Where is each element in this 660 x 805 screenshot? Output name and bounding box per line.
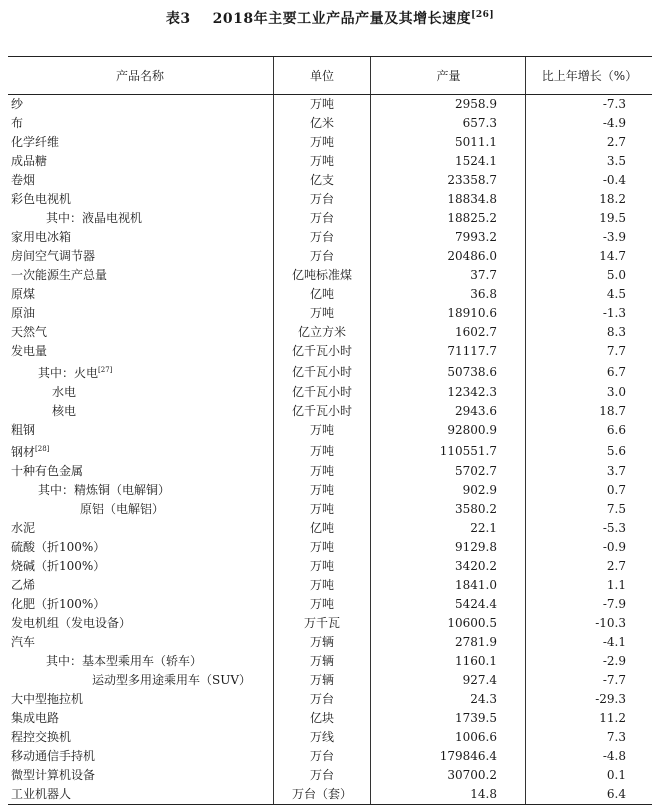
unit-cell: 亿千瓦小时 xyxy=(274,402,371,421)
growth-cell: -5.3 xyxy=(526,519,653,538)
product-name-cell xyxy=(8,228,274,247)
output-cell: 10600.5 xyxy=(371,614,526,633)
product-name: 化肥（折100%） xyxy=(11,597,106,611)
product-name-cell xyxy=(8,95,274,115)
table-row xyxy=(8,266,652,285)
growth-cell: 4.5 xyxy=(526,285,653,304)
product-name: 微型计算机设备 xyxy=(11,768,96,782)
output-cell: 179846.4 xyxy=(371,747,526,766)
output-cell: 902.9 xyxy=(371,481,526,500)
product-name: 发电量 xyxy=(11,344,48,358)
product-name-cell xyxy=(8,114,274,133)
product-name: 其中：基本型乘用车（轿车） xyxy=(46,654,203,668)
product-name-cell xyxy=(8,190,274,209)
product-name-cell xyxy=(8,633,274,652)
product-name-cell xyxy=(8,152,274,171)
table-row xyxy=(8,342,652,361)
table-row xyxy=(8,595,652,614)
output-cell: 71117.7 xyxy=(371,342,526,361)
output-cell: 18825.2 xyxy=(371,209,526,228)
product-name-cell xyxy=(8,690,274,709)
product-name-cell xyxy=(8,519,274,538)
table-row xyxy=(8,402,652,421)
output-cell: 5702.7 xyxy=(371,462,526,481)
unit-cell: 万吨 xyxy=(274,440,371,462)
growth-cell: 3.5 xyxy=(526,152,653,171)
product-name-cell xyxy=(8,383,274,402)
table-row xyxy=(8,519,652,538)
unit-cell: 万吨 xyxy=(274,462,371,481)
product-name: 钢材 xyxy=(11,445,36,459)
product-name: 原铝（电解铝） xyxy=(80,502,165,516)
product-name-cell xyxy=(8,576,274,595)
unit-cell: 万台 xyxy=(274,747,371,766)
output-cell: 37.7 xyxy=(371,266,526,285)
output-cell: 3580.2 xyxy=(371,500,526,519)
unit-cell: 万吨 xyxy=(274,152,371,171)
product-name-cell xyxy=(8,747,274,766)
output-cell: 20486.0 xyxy=(371,247,526,266)
unit-cell: 万吨 xyxy=(274,95,371,115)
table-row xyxy=(8,557,652,576)
product-name: 大中型拖拉机 xyxy=(11,692,84,706)
table-row xyxy=(8,614,652,633)
growth-cell: 14.7 xyxy=(526,247,653,266)
growth-cell: -4.9 xyxy=(526,114,653,133)
growth-cell: -29.3 xyxy=(526,690,653,709)
table-row xyxy=(8,383,652,402)
table-title-text: 2018年主要工业产品产量及其增长速度 xyxy=(212,11,472,27)
product-name: 布 xyxy=(11,116,24,130)
table-row xyxy=(8,633,652,652)
product-name-cell xyxy=(8,614,274,633)
product-name-cell xyxy=(8,728,274,747)
growth-cell: -4.8 xyxy=(526,747,653,766)
growth-cell: -3.9 xyxy=(526,228,653,247)
product-name: 运动型多用途乘用车（SUV） xyxy=(92,673,252,687)
growth-cell: -7.9 xyxy=(526,595,653,614)
product-name: 集成电路 xyxy=(11,711,60,725)
unit-cell: 万吨 xyxy=(274,576,371,595)
table-row xyxy=(8,481,652,500)
unit-cell: 亿米 xyxy=(274,114,371,133)
output-cell: 1524.1 xyxy=(371,152,526,171)
growth-cell: 5.6 xyxy=(526,440,653,462)
table-row xyxy=(8,133,652,152)
unit-cell: 万千瓦 xyxy=(274,614,371,633)
output-cell: 14.8 xyxy=(371,785,526,805)
column-header-unit: 单位 xyxy=(274,57,371,95)
product-name: 家用电冰箱 xyxy=(11,230,72,244)
unit-cell: 万辆 xyxy=(274,671,371,690)
table-row xyxy=(8,785,652,805)
product-name: 原煤 xyxy=(11,287,36,301)
product-name: 水泥 xyxy=(11,521,36,535)
product-name-cell xyxy=(8,557,274,576)
product-name-cell xyxy=(8,652,274,671)
table-row xyxy=(8,190,652,209)
table-row xyxy=(8,728,652,747)
output-cell: 1841.0 xyxy=(371,576,526,595)
table-row xyxy=(8,247,652,266)
output-cell: 5011.1 xyxy=(371,133,526,152)
product-name: 移动通信手持机 xyxy=(11,749,96,763)
product-name: 核电 xyxy=(52,404,77,418)
output-cell: 657.3 xyxy=(371,114,526,133)
growth-cell: -0.9 xyxy=(526,538,653,557)
product-name-cell xyxy=(8,342,274,361)
unit-cell: 万辆 xyxy=(274,633,371,652)
growth-cell: -4.1 xyxy=(526,633,653,652)
output-cell: 110551.7 xyxy=(371,440,526,462)
unit-cell: 亿千瓦小时 xyxy=(274,342,371,361)
table-row xyxy=(8,152,652,171)
output-cell: 24.3 xyxy=(371,690,526,709)
growth-cell: 11.2 xyxy=(526,709,653,728)
output-cell: 2958.9 xyxy=(371,95,526,115)
product-name: 其中：精炼铜（电解铜） xyxy=(38,483,171,497)
growth-cell: 6.6 xyxy=(526,421,653,440)
output-cell: 927.4 xyxy=(371,671,526,690)
output-cell: 12342.3 xyxy=(371,383,526,402)
unit-cell: 万吨 xyxy=(274,481,371,500)
growth-cell: 19.5 xyxy=(526,209,653,228)
table-row xyxy=(8,114,652,133)
output-cell: 7993.2 xyxy=(371,228,526,247)
table-title xyxy=(0,8,660,28)
unit-cell: 万吨 xyxy=(274,304,371,323)
unit-cell: 万台 xyxy=(274,228,371,247)
product-name: 化学纤维 xyxy=(11,135,60,149)
output-cell: 2781.9 xyxy=(371,633,526,652)
table-row xyxy=(8,228,652,247)
growth-cell: 8.3 xyxy=(526,323,653,342)
unit-cell: 万吨 xyxy=(274,421,371,440)
growth-cell: 1.1 xyxy=(526,576,653,595)
growth-cell: 3.0 xyxy=(526,383,653,402)
unit-cell: 亿吨标准煤 xyxy=(274,266,371,285)
product-name: 一次能源生产总量 xyxy=(11,268,108,282)
unit-cell: 亿立方米 xyxy=(274,323,371,342)
output-cell: 30700.2 xyxy=(371,766,526,785)
product-name-cell xyxy=(8,171,274,190)
product-name-cell xyxy=(8,538,274,557)
table-row xyxy=(8,709,652,728)
table-number: 表3 xyxy=(165,11,191,27)
output-cell: 1006.6 xyxy=(371,728,526,747)
unit-cell: 亿块 xyxy=(274,709,371,728)
output-cell: 1160.1 xyxy=(371,652,526,671)
product-name-cell xyxy=(8,766,274,785)
product-name: 原油 xyxy=(11,306,36,320)
product-name-cell xyxy=(8,481,274,500)
growth-cell: 7.3 xyxy=(526,728,653,747)
table-row xyxy=(8,304,652,323)
table-row xyxy=(8,462,652,481)
product-name: 粗钢 xyxy=(11,423,36,437)
output-cell: 9129.8 xyxy=(371,538,526,557)
product-name: 工业机器人 xyxy=(11,787,72,801)
growth-cell: 0.1 xyxy=(526,766,653,785)
product-name-cell xyxy=(8,595,274,614)
product-name-cell xyxy=(8,361,274,383)
product-name-cell xyxy=(8,440,274,462)
table-row xyxy=(8,500,652,519)
growth-cell: -0.4 xyxy=(526,171,653,190)
growth-cell: 7.7 xyxy=(526,342,653,361)
growth-cell: -10.3 xyxy=(526,614,653,633)
footnote-ref: [27] xyxy=(98,366,113,374)
product-name: 程控交换机 xyxy=(11,730,72,744)
product-name: 卷烟 xyxy=(11,173,36,187)
table-header-row xyxy=(8,57,652,95)
column-header-name: 产品名称 xyxy=(8,57,274,95)
product-name-cell xyxy=(8,785,274,805)
unit-cell: 万台 xyxy=(274,190,371,209)
unit-cell: 亿吨 xyxy=(274,519,371,538)
unit-cell: 万吨 xyxy=(274,538,371,557)
title-footnote-ref: [26] xyxy=(471,10,495,20)
product-name-cell xyxy=(8,266,274,285)
growth-cell: -7.3 xyxy=(526,95,653,115)
product-name-cell xyxy=(8,133,274,152)
product-name: 乙烯 xyxy=(11,578,36,592)
product-name: 彩色电视机 xyxy=(11,192,72,206)
product-name: 成品糖 xyxy=(11,154,48,168)
unit-cell: 万辆 xyxy=(274,652,371,671)
output-cell: 1602.7 xyxy=(371,323,526,342)
unit-cell: 万台 xyxy=(274,247,371,266)
unit-cell: 万台 xyxy=(274,209,371,228)
unit-cell: 亿千瓦小时 xyxy=(274,361,371,383)
product-name-cell xyxy=(8,285,274,304)
product-name: 纱 xyxy=(11,97,24,111)
output-cell: 18910.6 xyxy=(371,304,526,323)
product-name: 水电 xyxy=(52,385,77,399)
output-cell: 36.8 xyxy=(371,285,526,304)
growth-cell: 6.7 xyxy=(526,361,653,383)
growth-cell: 6.4 xyxy=(526,785,653,805)
growth-cell: -1.3 xyxy=(526,304,653,323)
table-row xyxy=(8,361,652,383)
product-name: 其中：液晶电视机 xyxy=(46,211,143,225)
growth-cell: 18.7 xyxy=(526,402,653,421)
unit-cell: 亿千瓦小时 xyxy=(274,383,371,402)
table-row xyxy=(8,171,652,190)
output-cell: 2943.6 xyxy=(371,402,526,421)
unit-cell: 万吨 xyxy=(274,500,371,519)
table-row xyxy=(8,209,652,228)
product-name-cell xyxy=(8,421,274,440)
footnote-ref: [28] xyxy=(35,445,50,453)
output-cell: 5424.4 xyxy=(371,595,526,614)
table-row xyxy=(8,652,652,671)
growth-cell: 0.7 xyxy=(526,481,653,500)
column-header-growth: 比上年增长（%） xyxy=(526,57,653,95)
unit-cell: 亿支 xyxy=(274,171,371,190)
growth-cell: 2.7 xyxy=(526,557,653,576)
growth-cell: 7.5 xyxy=(526,500,653,519)
table-row xyxy=(8,576,652,595)
growth-cell: 3.7 xyxy=(526,462,653,481)
product-name-cell xyxy=(8,709,274,728)
output-cell: 23358.7 xyxy=(371,171,526,190)
output-cell: 3420.2 xyxy=(371,557,526,576)
growth-cell: -2.9 xyxy=(526,652,653,671)
production-table xyxy=(8,56,652,805)
output-cell: 18834.8 xyxy=(371,190,526,209)
growth-cell: 2.7 xyxy=(526,133,653,152)
unit-cell: 万吨 xyxy=(274,557,371,576)
table-row xyxy=(8,95,652,115)
unit-cell: 万台（套） xyxy=(274,785,371,805)
product-name-cell xyxy=(8,209,274,228)
table-row xyxy=(8,766,652,785)
table-row xyxy=(8,747,652,766)
output-cell: 92800.9 xyxy=(371,421,526,440)
table-row xyxy=(8,421,652,440)
product-name-cell xyxy=(8,671,274,690)
product-name-cell xyxy=(8,462,274,481)
product-name: 烧碱（折100%） xyxy=(11,559,106,573)
unit-cell: 万台 xyxy=(274,690,371,709)
output-cell: 22.1 xyxy=(371,519,526,538)
product-name-cell xyxy=(8,500,274,519)
product-name: 硫酸（折100%） xyxy=(11,540,106,554)
table-row xyxy=(8,538,652,557)
table-row xyxy=(8,671,652,690)
growth-cell: -7.7 xyxy=(526,671,653,690)
unit-cell: 万吨 xyxy=(274,133,371,152)
growth-cell: 18.2 xyxy=(526,190,653,209)
product-name-cell xyxy=(8,247,274,266)
product-name: 天然气 xyxy=(11,325,48,339)
table-row xyxy=(8,323,652,342)
growth-cell: 5.0 xyxy=(526,266,653,285)
unit-cell: 万吨 xyxy=(274,595,371,614)
column-header-output: 产量 xyxy=(371,57,526,95)
unit-cell: 亿吨 xyxy=(274,285,371,304)
table-row xyxy=(8,285,652,304)
unit-cell: 万台 xyxy=(274,766,371,785)
table-row xyxy=(8,440,652,462)
output-cell: 50738.6 xyxy=(371,361,526,383)
product-name-cell xyxy=(8,304,274,323)
table-row xyxy=(8,690,652,709)
product-name: 汽车 xyxy=(11,635,36,649)
unit-cell: 万线 xyxy=(274,728,371,747)
product-name: 十种有色金属 xyxy=(11,464,84,478)
product-name-cell xyxy=(8,402,274,421)
product-name: 房间空气调节器 xyxy=(11,249,96,263)
product-name-cell xyxy=(8,323,274,342)
product-name: 发电机组（发电设备） xyxy=(11,616,132,630)
output-cell: 1739.5 xyxy=(371,709,526,728)
product-name: 其中：火电 xyxy=(38,366,99,380)
